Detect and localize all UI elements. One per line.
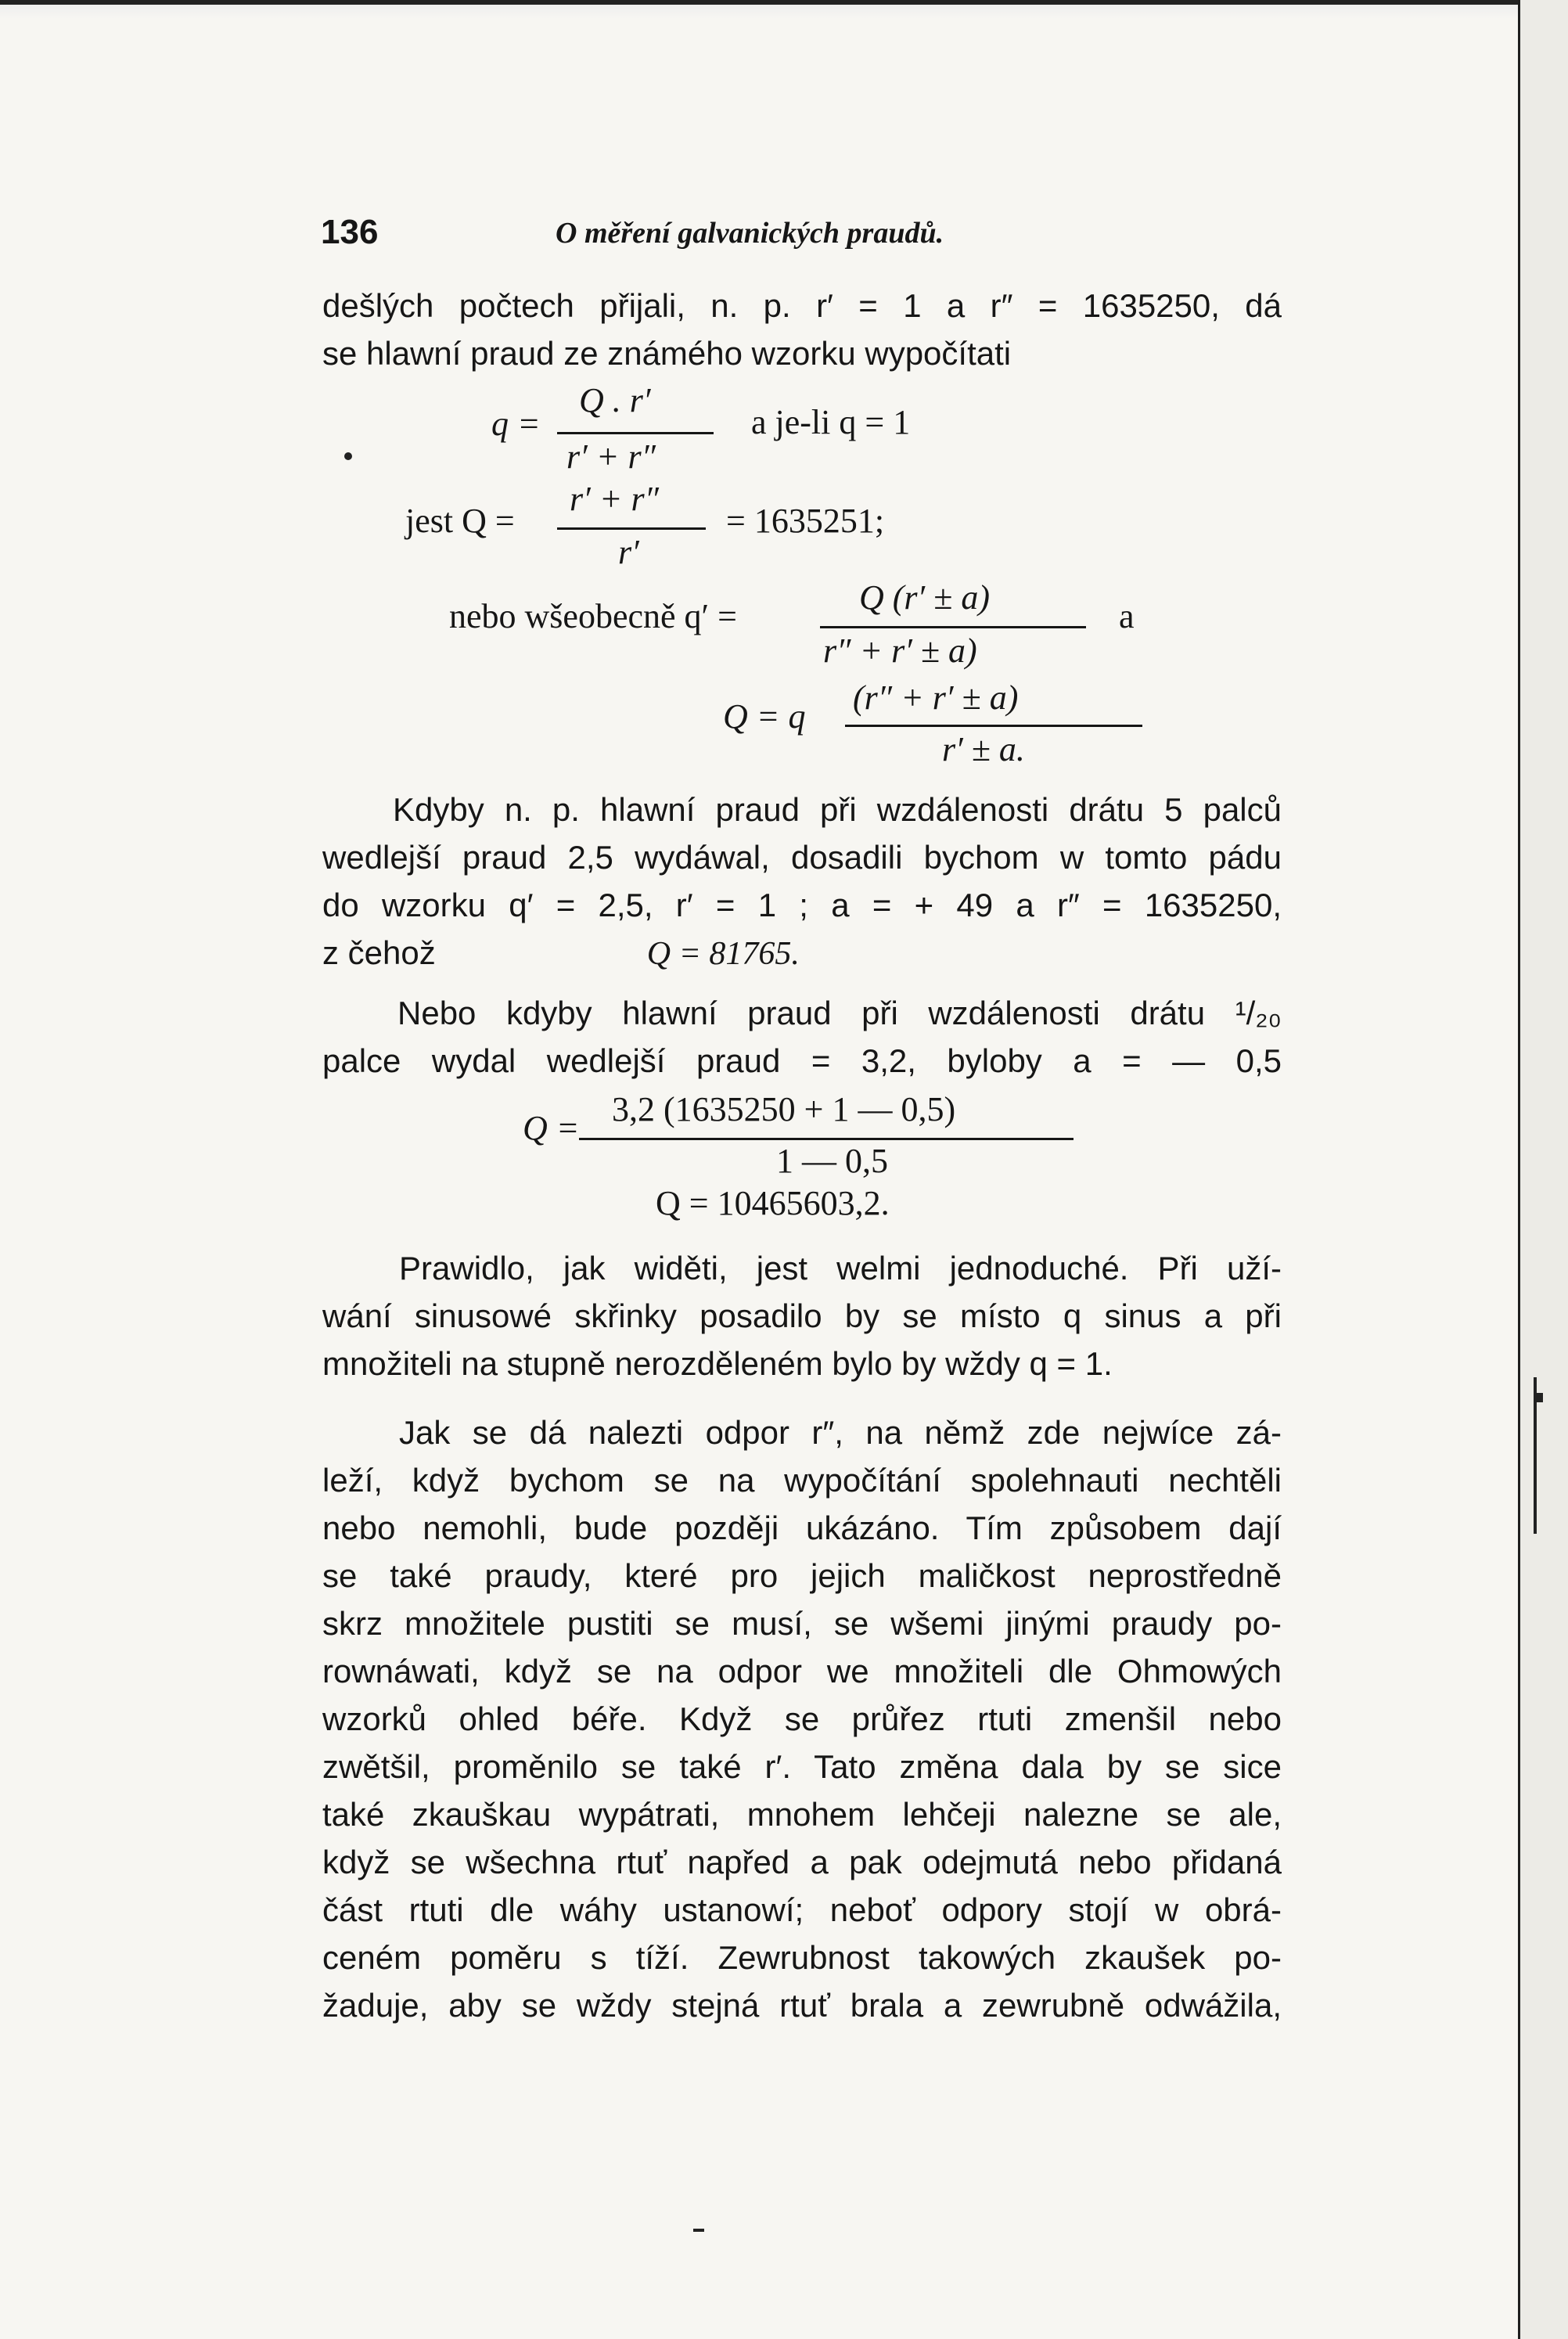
eq5-lhs: Q = <box>523 1109 580 1147</box>
eq1-condition: a je-li q = 1 <box>751 403 911 441</box>
text-line: leží, když bychom se na wypočítání spolehnauti nechtěli <box>322 1462 1282 1499</box>
eq2-denominator: r′ <box>618 533 639 571</box>
text-line: wedlejší praud 2,5 wydáwal, dosadili bychom w tomto pádu <box>322 839 1282 876</box>
eq2-numerator: r′ + r″ <box>570 480 659 518</box>
text-line: se hlawní praud ze známého wzorku wypočítati <box>322 335 1012 372</box>
page-top-edge <box>0 0 1568 19</box>
eq3-fraction-bar <box>820 626 1086 628</box>
text-line: wzorků ohled béře. Když se průřez rtuti zmenšil nebo <box>322 1700 1282 1737</box>
text-line: skrz množitele pustiti se musí, se wšemi jinými praudy po- <box>322 1605 1282 1642</box>
text-line: wání sinusowé skřinky posadilo by se místo q sinus a při <box>322 1297 1282 1334</box>
eq1-numerator: Q . r′ <box>579 381 651 419</box>
page-number: 136 <box>321 213 379 251</box>
paragraph-3 <box>322 989 1282 1085</box>
text-line: Nebo kdyby hlawní praud při wzdálenosti drátu ¹/₂₀ <box>397 995 1282 1031</box>
scan-speck <box>693 2229 704 2232</box>
page-right-edge <box>1518 0 1568 2339</box>
text-fragment: z čehož <box>322 934 436 971</box>
text-line: palce wydal wedlejší praud = 3,2, byloby a = — 0,5 <box>322 1042 1282 1079</box>
text-line: zwětšil, proměnilo se také r′. Tato změna dala by se sice <box>322 1748 1282 1785</box>
eq4-denominator: r′ ± a. <box>942 730 1025 768</box>
eq3-denominator: r″ + r′ ± a) <box>823 632 977 670</box>
paragraph-4 <box>322 1244 1282 1387</box>
running-title: O měření galvanických praudů. <box>556 217 944 250</box>
eq1-lhs: q = <box>491 405 541 443</box>
text-line: Prawidlo, jak widěti, jest welmi jednoduché. Při uží- <box>399 1250 1282 1286</box>
eq2-result: = 1635251; <box>726 502 885 540</box>
paragraph-5 <box>322 1409 1282 2029</box>
text-line: rownáwati, když se na odpor we množiteli dle Ohmowých <box>322 1653 1282 1689</box>
eq4-numerator: (r″ + r′ ± a) <box>853 678 1019 717</box>
text-line: do wzorku q′ = 2,5, r′ = 1 ; a = + 49 a r″ = 1635250, <box>322 887 1282 923</box>
inline-equation: Q = 81765. <box>646 936 800 972</box>
text-line: množiteli na stupně nerozděleném bylo by wždy q = 1. <box>322 1345 1113 1382</box>
text-line: se také praudy, které pro jejich maličkost neprostředně <box>322 1557 1282 1594</box>
eq2-lhs: jest Q = <box>405 502 515 540</box>
eq4-fraction-bar <box>845 725 1142 727</box>
text-line: když se wšechna rtuť napřed a pak odejmutá nebo přidaná <box>322 1844 1282 1880</box>
text-line: Jak se dá nalezti odpor r″, na němž zde nejwíce zá- <box>399 1414 1282 1451</box>
bullet-dot <box>344 452 352 460</box>
eq3-conjunction: a <box>1119 597 1135 635</box>
text-line: dešlých počtech přijali, n. p. r′ = 1 a r″ = 1635250, dá <box>322 287 1282 324</box>
eq4-lhs: Q = q <box>723 697 806 736</box>
text-line <box>322 929 1282 978</box>
page-header <box>321 213 1291 260</box>
eq3-numerator: Q (r′ ± a) <box>859 578 990 617</box>
eq1-fraction-bar <box>557 432 714 434</box>
eq3-lhs: nebo wšeobecně q′ = <box>449 597 737 635</box>
eq2-fraction-bar <box>557 527 706 530</box>
text-line: Kdyby n. p. hlawní praud při wzdálenosti drátu 5 palců <box>393 791 1282 828</box>
eq6-result: Q = 10465603,2. <box>656 1184 890 1222</box>
text-line: část rtuti dle wáhy ustanowí; neboť odpory stojí w obrá- <box>322 1891 1282 1928</box>
eq1-denominator: r′ + r″ <box>566 437 656 476</box>
eq5-fraction-bar <box>579 1138 1074 1140</box>
text-line: nebo nemohli, bude později ukázáno. Tím způsobem dají <box>322 1510 1282 1546</box>
eq5-denominator: 1 — 0,5 <box>776 1142 888 1180</box>
paragraph-2 <box>322 786 1282 978</box>
text-line: také zkauškau wypátrati, mnohem lehčeji nalezne se ale, <box>322 1796 1282 1833</box>
text-line: žaduje, aby se wždy stejná rtuť brala a zewrubně odwážila, <box>322 1987 1282 2024</box>
scan-mark <box>1535 1393 1543 1402</box>
paragraph-1 <box>322 282 1282 377</box>
text-line: ceném poměru s tíží. Zewrubnost takowých zkaušek po- <box>322 1939 1282 1976</box>
eq5-numerator: 3,2 (1635250 + 1 — 0,5) <box>612 1090 956 1128</box>
